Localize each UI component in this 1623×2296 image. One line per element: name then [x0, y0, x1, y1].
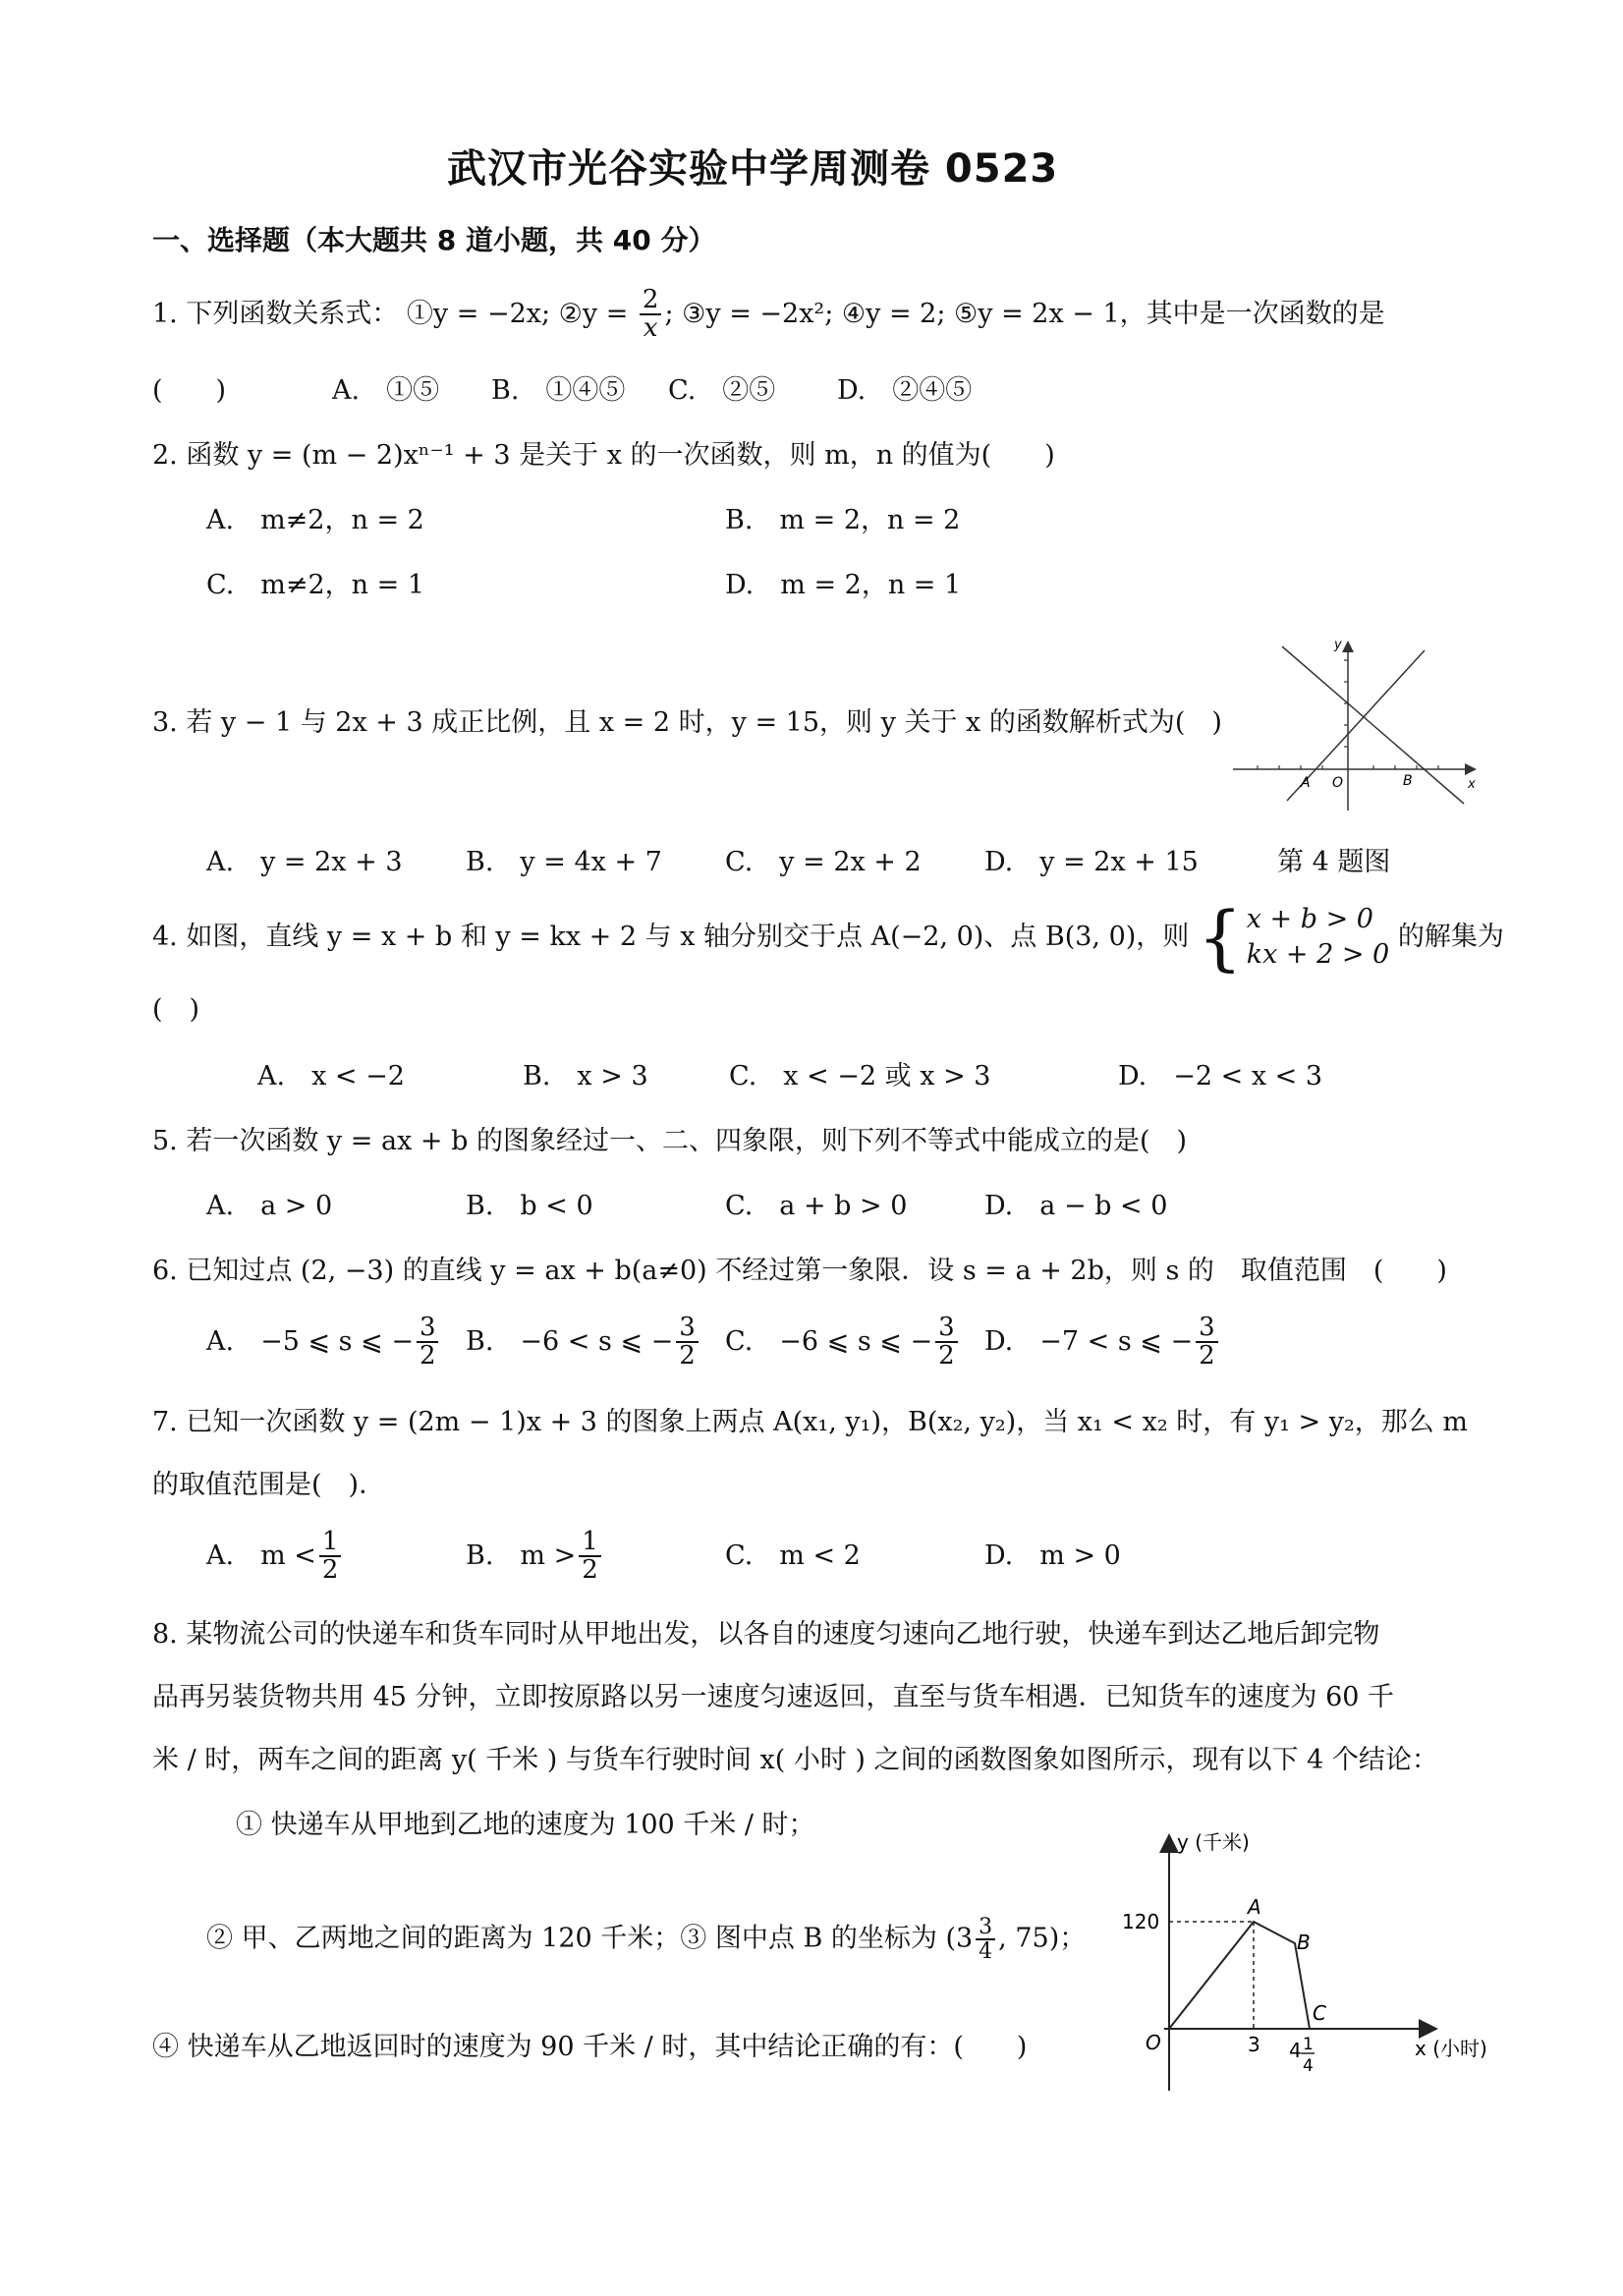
- q8-origin: O: [1146, 2031, 1161, 2054]
- fig4-point-a: A: [1301, 775, 1311, 791]
- q6-d-num: 3: [1196, 1315, 1218, 1343]
- q5-option-c[interactable]: C. a + b > 0: [725, 1191, 908, 1221]
- question-8-line-1: 8. 某物流公司的快递车和货车同时从甲地出发，以各自的速度匀速向乙地行驶，快递车到达乙地后卸完物: [152, 1619, 1380, 1650]
- question-1-stem: [152, 287, 1385, 343]
- q7-a-fraction: [319, 1529, 342, 1585]
- q1-frac-den: x: [643, 313, 658, 344]
- q8-conclusion-2-3: [206, 1916, 1086, 1963]
- q1-option-c[interactable]: C. ②⑤: [668, 375, 776, 406]
- q6-c-fraction: [935, 1315, 958, 1371]
- q8-x-tick-den: 4: [1303, 2056, 1314, 2076]
- q6-b-den: 2: [679, 1341, 696, 1372]
- fig4-point-b: B: [1403, 773, 1413, 789]
- q8-conclusion-4: ④ 快递车从乙地返回时的速度为 90 千米 / 时，其中结论正确的有：( ): [152, 2032, 1028, 2062]
- question-4-stem: [152, 896, 1504, 980]
- q3-option-a[interactable]: A. y = 2x + 3: [206, 847, 403, 877]
- q8-b-num: 3: [976, 1916, 995, 1940]
- q3-option-d[interactable]: D. y = 2x + 15: [984, 847, 1199, 877]
- q7-a-den: 2: [321, 1555, 339, 1586]
- question-3-stem: 3. 若 y − 1 与 2x + 3 成正比例，且 x = 2 时，y = 15，则 y 关于 x 的函数解析式为( ): [152, 707, 1222, 738]
- q6-a-fraction: [417, 1315, 439, 1371]
- question-8-line-3: 米 / 时，两车之间的距离 y( 千米 ) 与货车行驶时间 x( 小时 ) 之间的函数图象如图所示，现有以下 4 个结论：: [152, 1745, 1438, 1775]
- q4-ineq-2: kx + 2 > 0: [1246, 939, 1390, 971]
- q1-stem-end: ; ③y = −2x²; ④y = 2; ⑤y = 2x − 1，其中是一次函数的是: [664, 298, 1385, 329]
- q2-option-a[interactable]: A. m≠2，n = 2: [206, 505, 424, 535]
- q4-stem-end: 的解集为: [1397, 921, 1504, 952]
- q3-option-b[interactable]: B. y = 4x + 7: [466, 847, 662, 877]
- q7-b-den: 2: [582, 1555, 598, 1586]
- q8-x-axis-label: x (小时): [1415, 2037, 1487, 2060]
- question-8-line-2: 品再另装货物共用 45 分钟，立即按原路以另一速度匀速返回，直至与货车相遇．已知货车的速度为 60 千: [152, 1682, 1395, 1712]
- q4-option-b[interactable]: B. x > 3: [523, 1061, 648, 1092]
- q7-option-d[interactable]: D. m > 0: [984, 1540, 1121, 1571]
- q7-b-num: 1: [579, 1529, 601, 1557]
- q8-c2-end: , 75)；: [998, 1923, 1087, 1954]
- q2-option-b[interactable]: B. m = 2，n = 2: [725, 505, 961, 535]
- q7-b-text: B. m >: [466, 1540, 577, 1571]
- q6-b-fraction: [676, 1315, 699, 1371]
- question-7-stem-2: 的取值范围是( )．: [152, 1470, 386, 1500]
- q4-answer-paren: ( ): [152, 994, 200, 1025]
- q1-option-a[interactable]: A. ①⑤: [332, 375, 440, 406]
- q1-frac-num: 2: [640, 287, 662, 315]
- question-7-stem: 7. 已知一次函数 y = (2m − 1)x + 3 的图象上两点 A(x₁, y₁)，B(x₂, y₂)，当 x₁ < x₂ 时，有 y₁ > y₂，那么 m: [152, 1407, 1468, 1437]
- q1-option-b[interactable]: B. ①④⑤: [491, 375, 626, 406]
- q7-a-num: 1: [319, 1529, 342, 1557]
- q6-option-c[interactable]: [725, 1315, 961, 1371]
- question-5-stem: 5. 若一次函数 y = ax + b 的图象经过一、二、四象限，则下列不等式中能成立的是( ): [152, 1126, 1188, 1156]
- q8-b-fraction: [976, 1916, 995, 1963]
- q8-point-a: A: [1248, 1895, 1261, 1919]
- q8-x-tick-num: 1: [1303, 2035, 1314, 2054]
- q6-option-d[interactable]: [984, 1315, 1221, 1371]
- q6-b-num: 3: [676, 1315, 699, 1343]
- q6-c-num: 3: [935, 1315, 958, 1343]
- q8-x-tick-4: 4: [1289, 2039, 1302, 2062]
- fig4-x-label: x: [1468, 777, 1476, 792]
- q4-brace-icon: {: [1197, 896, 1243, 980]
- q6-option-a[interactable]: [206, 1315, 441, 1371]
- question-6-stem: 6. 已知过点 (2, −3) 的直线 y = ax + b(a≠0) 不经过第一象限．设 s = a + 2b，则 s 的 取值范围 ( ): [152, 1256, 1447, 1286]
- q5-option-a[interactable]: A. a > 0: [206, 1191, 333, 1221]
- q8-y-axis-label: y (千米): [1177, 1830, 1250, 1854]
- q8-graph: [1110, 1827, 1503, 2102]
- fig4-y-label: y: [1334, 638, 1342, 652]
- q8-c2-text: ② 甲、乙两地之间的距离为 120 千米；③ 图中点 B 的坐标为 (3: [206, 1923, 974, 1954]
- q7-option-b[interactable]: [466, 1529, 604, 1585]
- q4-option-a[interactable]: A. x < −2: [257, 1061, 405, 1092]
- q4-inequality-system: [1197, 896, 1390, 980]
- q4-figure-caption: 第 4 题图: [1277, 847, 1391, 877]
- q6-a-text: A. −5 ⩽ s ⩽ −: [206, 1325, 414, 1357]
- q6-c-text: C. −6 ⩽ s ⩽ −: [725, 1325, 933, 1357]
- q7-option-c[interactable]: C. m < 2: [725, 1540, 861, 1571]
- q8-conclusion-1: ① 快递车从甲地到乙地的速度为 100 千米 / 时；: [236, 1810, 815, 1840]
- page-title: 武汉市光谷实验中学周测卷 0523: [447, 146, 1059, 192]
- q4-figure: [1228, 629, 1483, 815]
- q8-x-tick-3: 3: [1248, 2033, 1260, 2056]
- q6-b-text: B. −6 < s ⩽ −: [466, 1325, 674, 1357]
- q8-point-c: C: [1313, 2001, 1326, 2025]
- q7-b-fraction: [579, 1529, 601, 1585]
- q4-ineq-1: x + b > 0: [1246, 904, 1373, 934]
- section-heading: 一、选择题（本大题共 8 道小题，共 40 分）: [152, 224, 716, 256]
- q4-stem-start: 4. 如图，直线 y = x + b 和 y = kx + 2 与 x 轴分别交于点 A(−2, 0)、点 B(3, 0)，则: [152, 921, 1190, 952]
- q7-a-text: A. m <: [206, 1540, 316, 1571]
- q5-option-b[interactable]: B. b < 0: [466, 1191, 593, 1221]
- q1-stem-start: 1. 下列函数关系式： ①y = −2x; ②y =: [152, 298, 637, 329]
- q4-option-d[interactable]: D. −2 < x < 3: [1118, 1061, 1323, 1092]
- q6-option-b[interactable]: [466, 1315, 701, 1371]
- q6-c-den: 2: [938, 1341, 955, 1372]
- q1-answer-paren: ( ): [152, 375, 227, 406]
- q1-option-d[interactable]: D. ②④⑤: [837, 375, 973, 406]
- q7-option-a[interactable]: [206, 1529, 344, 1585]
- q4-option-c[interactable]: C. x < −2 或 x > 3: [729, 1061, 991, 1092]
- q8-distance-polyline: [1169, 1922, 1310, 2029]
- q3-option-c[interactable]: C. y = 2x + 2: [725, 847, 922, 877]
- q6-d-fraction: [1196, 1315, 1218, 1371]
- q2-option-c[interactable]: C. m≠2，n = 1: [206, 570, 425, 600]
- q8-point-b: B: [1297, 1931, 1311, 1954]
- question-2-stem: 2. 函数 y = (m − 2)xⁿ⁻¹ + 3 是关于 x 的一次函数，则 m，n 的值为( ): [152, 440, 1055, 471]
- q6-a-num: 3: [417, 1315, 439, 1343]
- q6-d-text: D. −7 < s ⩽ −: [984, 1325, 1194, 1357]
- q8-b-den: 4: [979, 1939, 993, 1965]
- q1-fraction: [640, 287, 662, 343]
- q6-d-den: 2: [1199, 1341, 1215, 1372]
- q6-a-den: 2: [419, 1341, 436, 1372]
- q8-y-tick-120: 120: [1122, 1910, 1160, 1933]
- q5-option-d[interactable]: D. a − b < 0: [984, 1191, 1168, 1221]
- fig4-origin: O: [1332, 775, 1344, 791]
- q2-option-d[interactable]: D. m = 2，n = 1: [725, 570, 962, 600]
